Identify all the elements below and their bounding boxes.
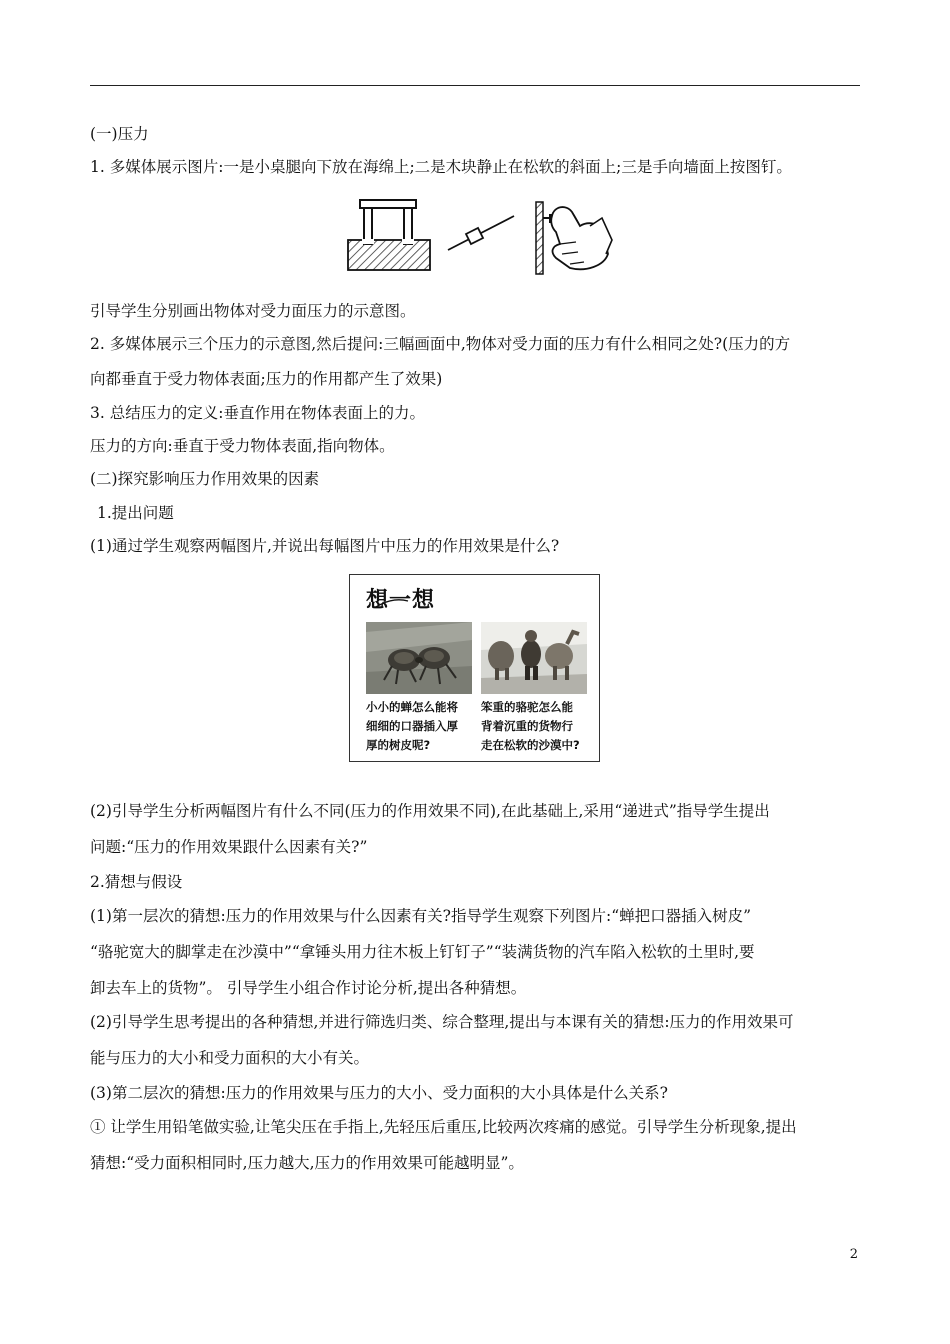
s1-item1: 1. 多媒体展示图片:一是小桌腿向下放在海绵上;二是木块静止在松软的斜面上;三是手向墙面上按图钉。 bbox=[90, 158, 792, 176]
page-number: 2 bbox=[849, 1247, 858, 1262]
section1-heading: (一)压力 bbox=[90, 125, 149, 143]
s2-h2-line2: 能与压力的大小和受力面积的大小有关。 bbox=[90, 1049, 370, 1067]
s2-q2-line1: (2)引导学生分析两幅图片有什么不同(压力的作用效果不同),在此基础上,采用“递进式”指导学生提出 bbox=[90, 802, 770, 820]
table-on-sponge-figure bbox=[348, 200, 430, 270]
s2-h2-line1: (2)引导学生思考提出的各种猜想,并进行筛选归类、综合整理,提出与本课有关的猜想:压力的作用效果可 bbox=[90, 1013, 794, 1031]
think-box bbox=[349, 574, 600, 762]
s2-h1-line1: (1)第一层次的猜想:压力的作用效果与什么因素有关?指导学生观察下列图片:“蝉把口器插入树皮” bbox=[90, 907, 752, 925]
header-rule bbox=[90, 85, 860, 86]
cicada-photo bbox=[366, 622, 472, 694]
s1-item2-line1: 2. 多媒体展示三个压力的示意图,然后提问:三幅画面中,物体对受力面的压力有什么相同之处?(压力的方 bbox=[90, 335, 791, 353]
camel-photo bbox=[481, 622, 587, 694]
pressure-illustrations bbox=[340, 192, 615, 280]
think-title: 想一想 bbox=[366, 588, 436, 613]
s2-h1-line2: “骆驼宽大的脚掌走在沙漠中”“拿锤头用力往木板上钉钉子”“装满货物的汽车陷入松软的土里时,要 bbox=[90, 943, 755, 961]
s2-h1-line3: 卸去车上的货物”。 引导学生小组合作讨论分析,提出各种猜想。 bbox=[90, 979, 527, 997]
s2-h3: (3)第二层次的猜想:压力的作用效果与压力的大小、受力面积的大小具体是什么关系? bbox=[90, 1084, 668, 1102]
s1-direction: 压力的方向:垂直于受力物体表面,指向物体。 bbox=[90, 437, 395, 455]
s2-c1-line2: 猜想:“受力面积相同时,压力越大,压力的作用效果可能越明显”。 bbox=[90, 1154, 524, 1172]
title-swoosh bbox=[374, 597, 410, 609]
section2-heading: (二)探究影响压力作用效果的因素 bbox=[90, 470, 320, 488]
s1-item2-line2: 向都垂直于受力物体表面;压力的作用都产生了效果) bbox=[90, 370, 443, 388]
s2-item1: 1.提出问题 bbox=[97, 504, 174, 522]
s2-item2: 2.猜想与假设 bbox=[90, 873, 183, 891]
s1-item3: 3. 总结压力的定义:垂直作用在物体表面上的力。 bbox=[90, 404, 425, 422]
s1-guide: 引导学生分别画出物体对受力面压力的示意图。 bbox=[90, 302, 416, 320]
s2-q1: (1)通过学生观察两幅图片,并说出每幅图片中压力的作用效果是什么? bbox=[90, 537, 560, 555]
s2-c1-line1: ① 让学生用铅笔做实验,让笔尖压在手指上,先轻压后重压,比较两次疼痛的感觉。引导学生分析现象,提出 bbox=[90, 1118, 797, 1136]
block-on-slope-figure bbox=[448, 216, 514, 250]
thumb-pushing-pin-figure bbox=[536, 202, 612, 274]
caption-camel: 笨重的骆驼怎么能 背着沉重的货物行 走在松软的沙漠中? bbox=[481, 700, 580, 752]
caption-cicada: 小小的蝉怎么能将 细细的口器插入厚 厚的树皮呢? bbox=[366, 700, 458, 752]
s2-q2-line2: 问题:“压力的作用效果跟什么因素有关?” bbox=[90, 838, 368, 856]
